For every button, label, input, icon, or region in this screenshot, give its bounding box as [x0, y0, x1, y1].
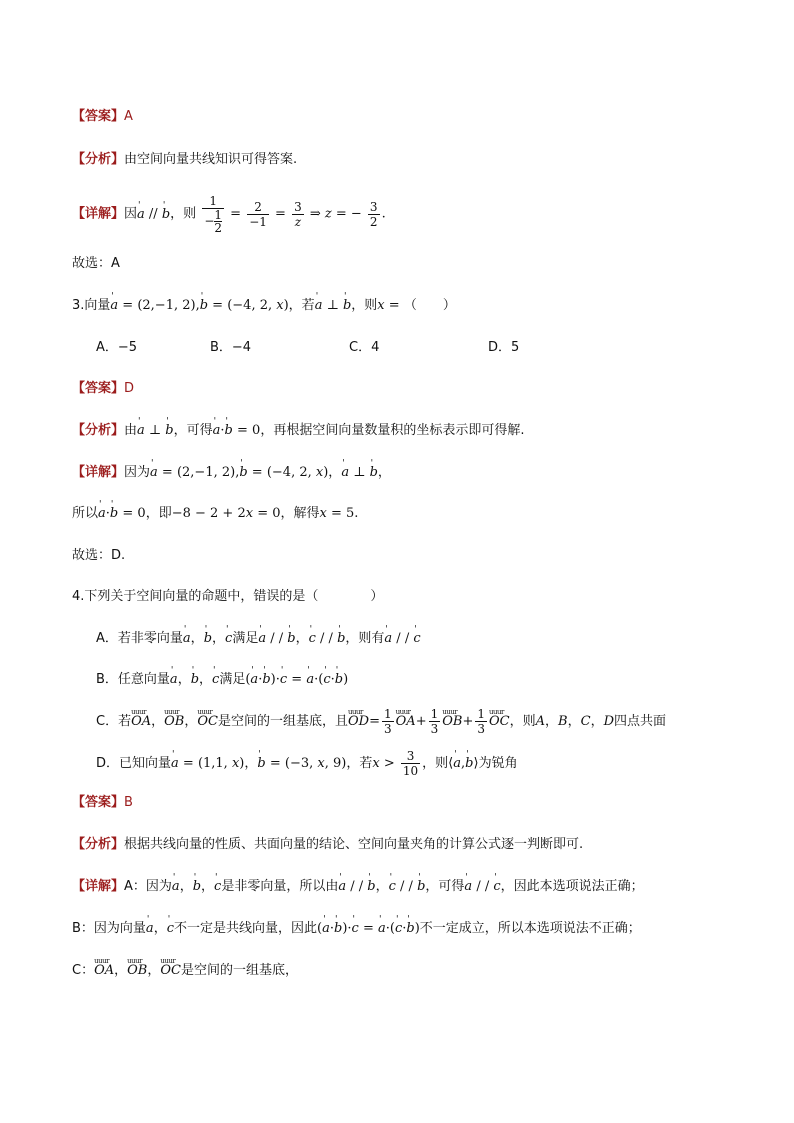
q2-detail-prefix: 因 — [124, 206, 138, 222]
q3-analysis-line: 【分析】由' a ⊥ ' b，可得' a·' b = 0，再根据空间向量数量积的坐标表示即可得解. — [72, 422, 524, 440]
q4-option-c: C．若uuur OA，uuur OB，uuur OC是空间的一组基底，且uuur OD= $\frac{1}{3}$ uuur OA+ $\frac{1}{3}$ uuur OB+ $\frac{1}{3}$ uuur OC，则A，B，C，D四点共面 — [96, 705, 666, 739]
q3-answer-line — [72, 380, 134, 398]
q2-answer-line — [72, 108, 133, 126]
q4-b-mid: 满足 — [219, 672, 246, 687]
analysis-tag: 【分析】 — [72, 152, 125, 167]
q4-c-text: C．若 — [96, 714, 132, 729]
q3-stem-mid: ，若 — [288, 298, 315, 313]
q4-analysis-text: 根据共线向量的性质、共面向量的结论、空间向量夹角的计算公式逐一判断即可. — [124, 837, 584, 852]
q4-c-end: ，则 — [509, 714, 536, 729]
q3-option-d: D．5 — [488, 340, 520, 355]
q3-option-a: A．−5 — [96, 340, 138, 355]
q4-answer-line — [72, 794, 133, 812]
q4-detail-a-mid: 是非零向量，所以由 — [221, 879, 339, 894]
q2-analysis-text: 由空间向量共线知识可得答案. — [124, 152, 298, 167]
q4-option-b: B．任意向量' a，' b，' c满足(' a·' b)·' c = ' a·(' c·' b) — [96, 671, 348, 689]
q3-sol-prefix: 所以 — [72, 506, 99, 521]
q3-stem-end: ，则 — [351, 298, 378, 313]
q3-analysis-mid: ，可得 — [173, 423, 213, 438]
q4-detail-b-mid: 不一定是共线向量，因此 — [173, 921, 317, 936]
q4-detail-b-end: 不一定成立，所以本选项说法不正确； — [419, 921, 641, 936]
q2-choice-value: A — [111, 256, 120, 271]
detail-tag: 【详解】 — [72, 206, 125, 222]
answer-tag: 【答案】 — [72, 109, 125, 124]
q4-detail-c: C：uuur OA，uuur OB，uuur OC是空间的一组基底， — [72, 962, 298, 980]
q4-a-end: ，则有 — [345, 631, 385, 646]
q4-stem: 4.下列关于空间向量的命题中，错误的是（ ） — [72, 589, 384, 604]
analysis-tag: 【分析】 — [72, 837, 125, 852]
q3-analysis-end: ，再根据空间向量数量积的坐标表示即可得解. — [260, 423, 525, 438]
q4-analysis-line — [72, 836, 583, 854]
q4-option-a: A．若非零向量' a，' b，' c满足' a / / ' b，' c / / ' b，则有' a / / ' c — [96, 630, 421, 648]
q4-detail-a-text: A：因为 — [124, 879, 172, 894]
q3-answer-value: D — [124, 381, 135, 396]
q2-detail-mid: ，则 — [170, 206, 197, 222]
q3-stem: 3.向量' a = (2,−1, 2),' b = (−4, 2, x)，若' a ⊥ ' b，则x = （ ） — [72, 297, 456, 315]
q3-detail-prefix: 因为 — [124, 465, 151, 480]
q4-d-mid: ，若 — [346, 756, 373, 771]
vector-a: ' a — [137, 198, 145, 232]
q4-a-mid: 满足 — [232, 631, 259, 646]
q2-answer-value: A — [124, 109, 133, 124]
q4-detail-c-text: C： — [72, 963, 95, 978]
q2-analysis-line — [72, 151, 297, 169]
q2-choice-line — [72, 255, 120, 273]
detail-tag: 【详解】 — [72, 879, 125, 894]
q4-c-tail: 四点共面 — [614, 714, 667, 729]
q3-option-b: B．−4 — [210, 340, 252, 355]
q3-stem-prefix: 3.向量 — [72, 298, 111, 313]
answer-tag: 【答案】 — [72, 381, 125, 396]
fraction: 1 − $\frac{1}{2}$ — [204, 194, 223, 235]
q4-answer-value: B — [124, 795, 133, 810]
q4-detail-b-text: B：因为向量 — [72, 921, 146, 936]
q3-sol-mid: ，即 — [145, 506, 172, 521]
q4-d-text: D．已知向量 — [96, 756, 172, 771]
q4-detail-a-mid2: ，可得 — [425, 879, 465, 894]
q3-analysis-prefix: 由 — [124, 423, 138, 438]
q3-options — [96, 339, 519, 357]
answer-tag: 【答案】 — [72, 795, 125, 810]
q3-choice-value: D. — [111, 548, 126, 563]
q4-b-text: B．任意向量 — [96, 672, 170, 687]
detail-tag: 【详解】 — [72, 465, 125, 480]
q4-c-mid: 是空间的一组基底，且 — [217, 714, 348, 729]
fraction: $\frac{3}{2}$ — [369, 199, 378, 229]
q2-detail-line: 【详解】因' a // ' b，则 1 − $\frac{1}{2}$ = $\frac{2}{-1}$ = $\frac{3}{z}$ ⇒ z = − $\frac{3}{2}$ . — [72, 194, 386, 234]
q3-choice-label: 故选： — [72, 548, 112, 563]
q4-detail-a-end: ，因此本选项说法正确； — [500, 879, 644, 894]
q4-detail-c-end: 是空间的一组基底， — [180, 963, 298, 978]
vector-b: ' b — [162, 198, 170, 232]
fraction: $\frac{3}{z}$ — [294, 199, 302, 229]
q4-d-tail: 为锐角 — [478, 756, 518, 771]
q4-d-end: ，则 — [422, 756, 449, 771]
q3-choice-line — [72, 547, 125, 565]
q3-solution-line: 所以' a·' b = 0，即−8 − 2 + 2x = 0，解得x = 5. — [72, 505, 358, 523]
q3-detail-line: 【详解】因为' a = (2,−1, 2),' b = (−4, 2, x)，' a ⊥ ' b， — [72, 464, 391, 482]
q3-option-c: C．4 — [349, 340, 380, 355]
q3-sol-end: ，解得 — [280, 506, 320, 521]
fraction: $\frac{2}{-1}$ — [249, 199, 267, 229]
q4-option-d: D．已知向量' a = (1,1, x)，' b = (−3, x, 9)，若x > $\frac{3}{10}$ ，则⟨' a,' b⟩为锐角 — [96, 749, 518, 779]
q2-choice-label: 故选： — [72, 256, 112, 271]
q4-a-text: A．若非零向量 — [96, 631, 183, 646]
q4-detail-a: 【详解】A：因为' a，' b，' c是非零向量，所以由' a / / ' b，' c / / ' b，可得' a / / ' c，因此本选项说法正确； — [72, 878, 644, 896]
analysis-tag: 【分析】 — [72, 423, 125, 438]
q4-detail-b: B：因为向量' a，' c不一定是共线向量，因此(' a·' b)·' c = ' a·(' c·' b)不一定成立，所以本选项说法不正确； — [72, 920, 641, 938]
